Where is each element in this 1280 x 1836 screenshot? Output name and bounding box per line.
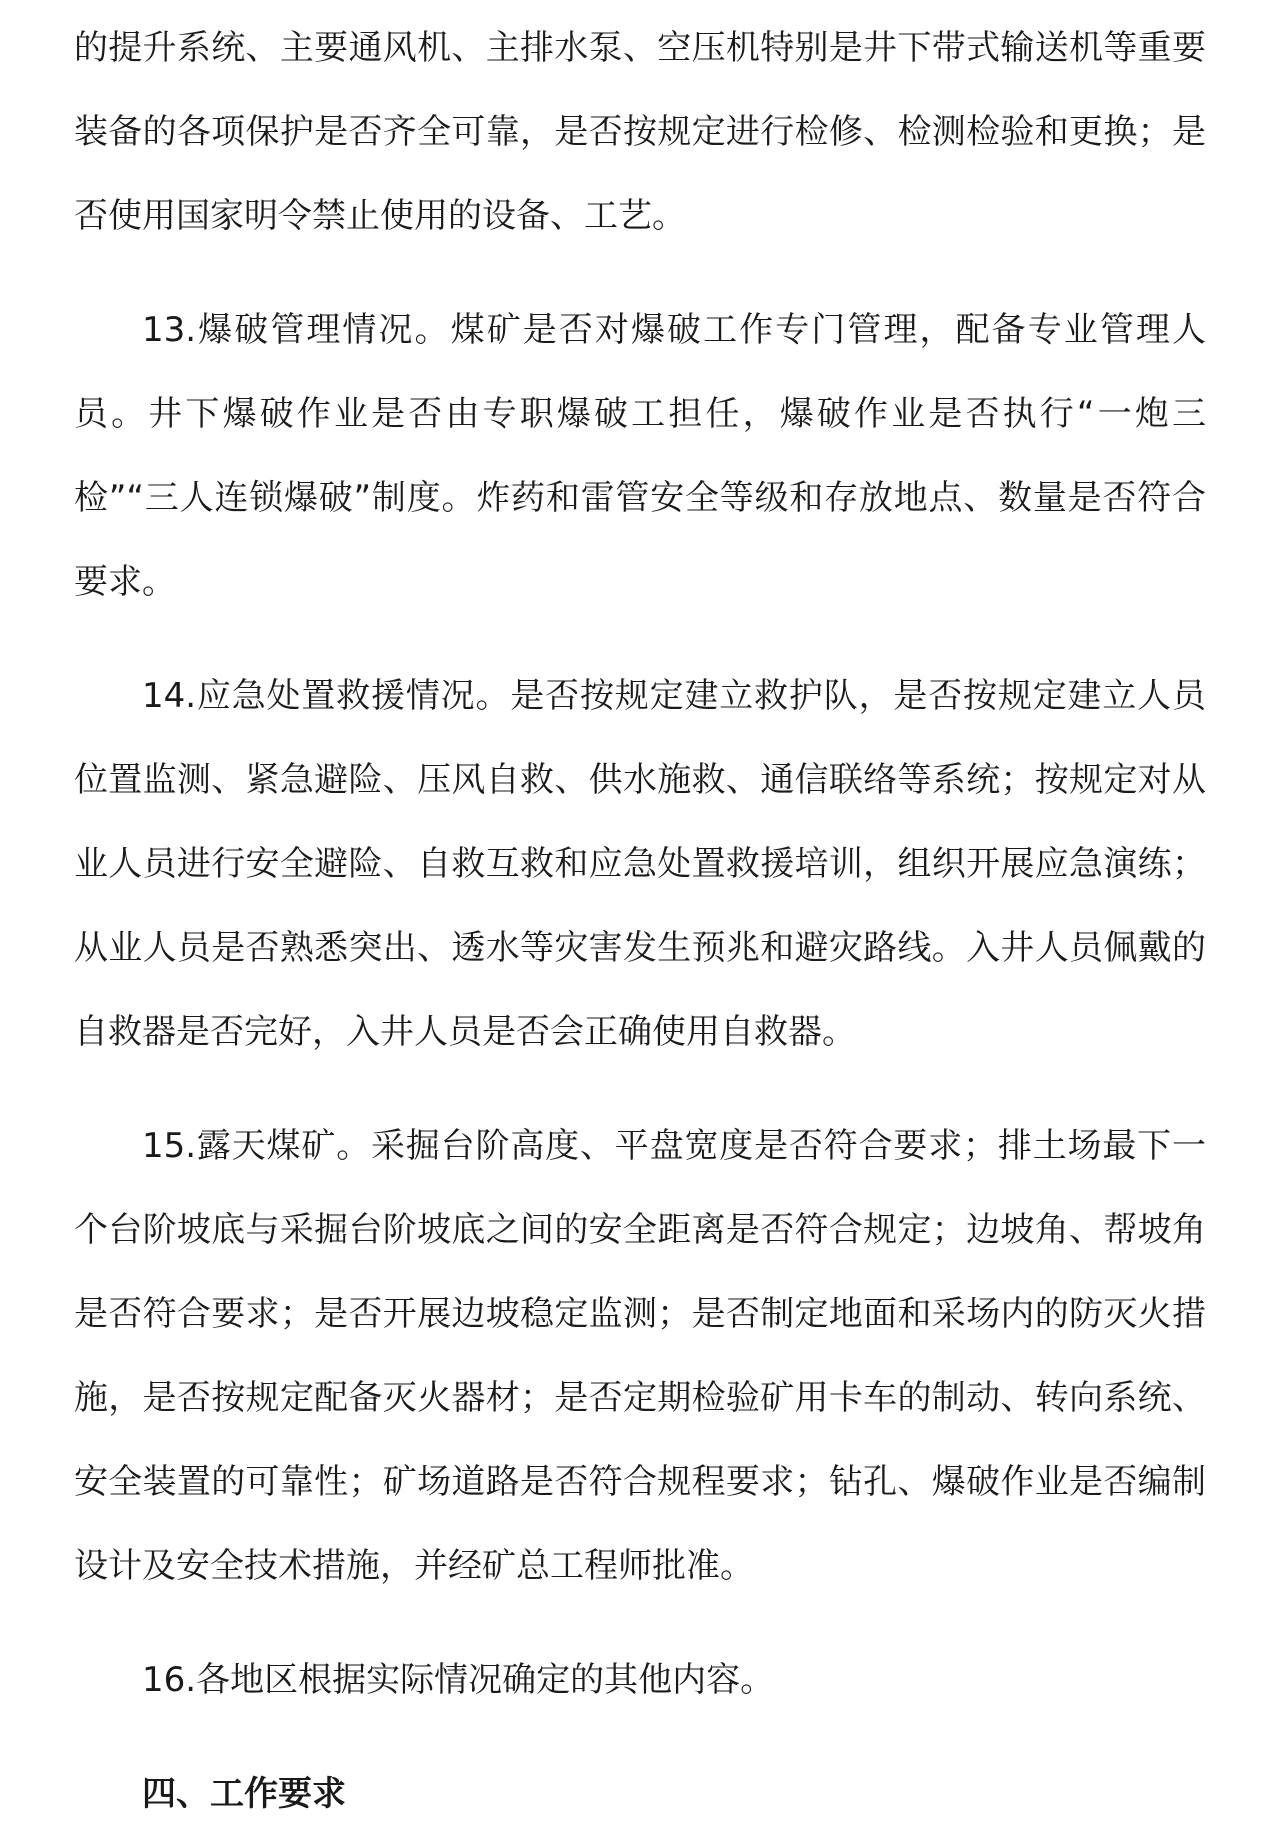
paragraph-item-15: 15.露天煤矿。采掘台阶高度、平盘宽度是否符合要求；排土场最下一个台阶坡底与采掘台阶坡底之间的安全距离是否符合规定；边坡角、帮坡角是否符合要求；是否开展边坡稳定监测；是否制定地面和采场内的防灭火措施，是否按规定配备灭火器材；是否定期检验矿用卡车的制动、转向系统、安全装置的可靠性；矿场道路是否符合规程要求；钻孔、爆破作业是否编制设计及安全技术措施，并经矿总工程师批准。: [74, 1126, 1206, 1586]
paragraph-continuation: 的提升系统、主要通风机、主排水泵、空压机特别是井下带式输送机等重要装备的各项保护是否齐全可靠，是否按规定进行检修、检测检验和更换；是否使用国家明令禁止使用的设备、工艺。: [74, 28, 1206, 236]
paragraph-item-14: 14.应急处置救援情况。是否按规定建立救护队，是否按规定建立人员位置监测、紧急避险、压风自救、供水施救、通信联络等系统；按规定对从业人员进行安全避险、自救互救和应急处置救援培训，组织开展应急演练；从业人员是否熟悉突出、透水等灾害发生预兆和避灾路线。入井人员佩戴的自救器是否完好，入井人员是否会正确使用自救器。: [74, 676, 1206, 1052]
section-heading: 四、工作要求: [142, 1774, 346, 1814]
paragraph-item-13: 13.爆破管理情况。煤矿是否对爆破工作专门管理，配备专业管理人员。井下爆破作业是否由专职爆破工担任，爆破作业是否执行“一炮三检”“三人连锁爆破”制度。炸药和雷管安全等级和存放地点、数量是否符合要求。: [74, 310, 1206, 602]
paragraph-item-16: 16.各地区根据实际情况确定的其他内容。: [142, 1660, 775, 1700]
